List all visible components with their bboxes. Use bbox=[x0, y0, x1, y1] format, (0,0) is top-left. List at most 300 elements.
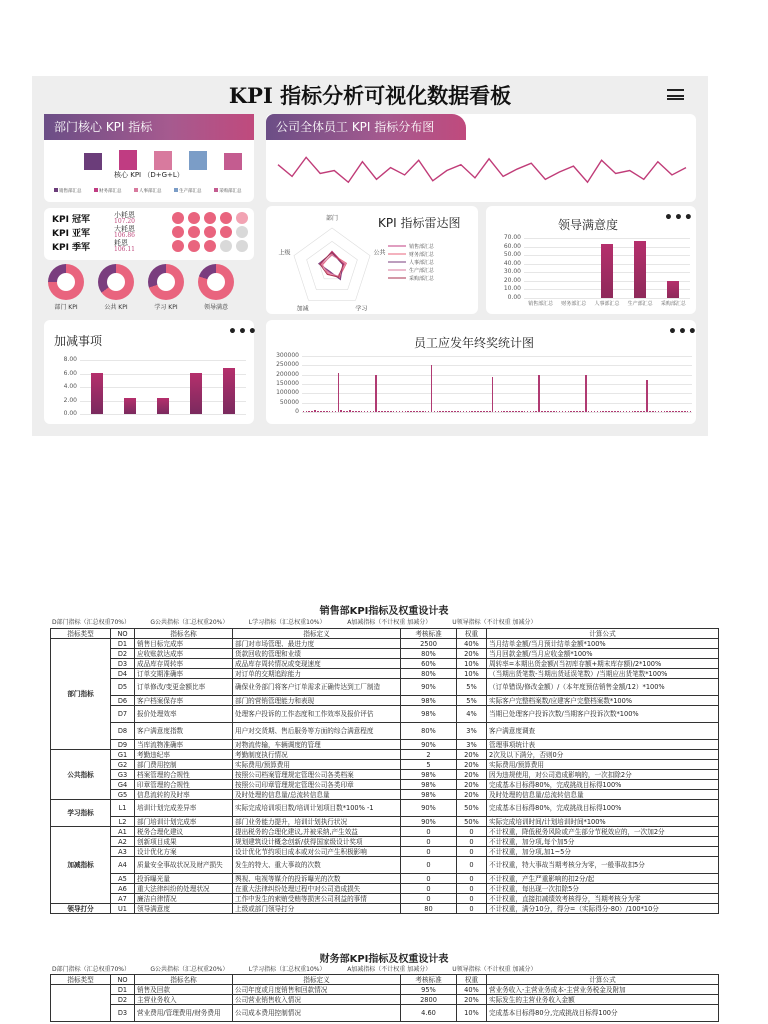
y-tick-label: 20.00 bbox=[503, 276, 521, 284]
data-bar bbox=[503, 411, 505, 412]
dept-core-card bbox=[44, 114, 254, 202]
data-bar bbox=[646, 380, 648, 412]
dept-core-legend-item bbox=[174, 188, 202, 194]
data-bar bbox=[562, 411, 564, 412]
data-bar bbox=[556, 411, 558, 412]
data-bar bbox=[335, 411, 337, 412]
radar-title: KPI 指标雷达图 bbox=[378, 216, 461, 230]
y-tick-label: 0.00 bbox=[507, 294, 521, 301]
legend-label: 财务部汇总 bbox=[99, 189, 122, 194]
kpi-score-dot bbox=[236, 240, 248, 252]
table-cell: G2 bbox=[111, 760, 135, 770]
table-cell: 50% bbox=[457, 800, 487, 817]
table-row bbox=[51, 847, 719, 857]
table-row bbox=[51, 639, 719, 649]
table-cell: 客户档案保存率 bbox=[135, 696, 233, 706]
data-bar bbox=[506, 411, 508, 412]
table-cell: G4 bbox=[111, 780, 135, 790]
data-bar bbox=[190, 373, 202, 414]
data-bar bbox=[367, 411, 369, 412]
y-tick-label: 30.00 bbox=[503, 268, 521, 276]
data-bar bbox=[600, 411, 602, 412]
table-cell: 实际客户完整档案数/应建客户完整档案数*100% bbox=[487, 696, 719, 706]
data-bar bbox=[442, 411, 444, 412]
data-bar bbox=[579, 411, 581, 412]
table-cell: 3% bbox=[457, 740, 487, 750]
table-cell: 不计权重，降低税务风险或产生部分节税效应的，一次加2分 bbox=[487, 827, 719, 837]
data-bar bbox=[373, 411, 375, 412]
table-legend-item: A加减指标（不计权重 加减分） bbox=[347, 619, 432, 626]
data-bar bbox=[524, 411, 526, 412]
table-row bbox=[51, 837, 719, 847]
data-bar bbox=[591, 411, 593, 412]
table-cell: 90% bbox=[401, 679, 457, 696]
table-cell: 按照公司档案管理规定管理公司各类档案 bbox=[233, 770, 401, 780]
y-tick-label: 150000 bbox=[276, 380, 299, 387]
table-cell: L1 bbox=[111, 800, 135, 817]
data-bar bbox=[690, 411, 692, 412]
table-cell: 工作中发生的索贿受贿等损害公司利益的事情 bbox=[233, 894, 401, 904]
data-bar bbox=[608, 411, 610, 412]
data-bar bbox=[437, 411, 439, 412]
table-cell: 设计优化方案 bbox=[135, 847, 233, 857]
data-bar bbox=[314, 410, 316, 412]
table-row bbox=[51, 827, 719, 837]
data-bar bbox=[495, 411, 497, 412]
table-cell: 90% bbox=[401, 817, 457, 827]
table-cell: A2 bbox=[111, 837, 135, 847]
table-header-cell: 指标名称 bbox=[135, 629, 233, 639]
table-cell: 营业务收入-主营业务成本-主营业务税金及附加 bbox=[487, 985, 719, 995]
table-cell: 3% bbox=[457, 723, 487, 740]
table-cell: 不计权重，加分项,加1~5分 bbox=[487, 847, 719, 857]
data-bar bbox=[634, 411, 636, 412]
data-bar bbox=[664, 411, 666, 412]
table-cell: G1 bbox=[111, 750, 135, 760]
table-legend-item: U领导指标（不计权重 加减分） bbox=[452, 966, 537, 973]
table-cell: 设计优化节约项目成本或对公司产生积极影响 bbox=[233, 847, 401, 857]
table-cell: 因为违规使用，对公司造成影响的，一次扣除2分 bbox=[487, 770, 719, 780]
dept-core-legend bbox=[54, 188, 254, 196]
donut-ring bbox=[198, 264, 234, 300]
table-header-cell: 考核标准 bbox=[401, 975, 457, 985]
table-cell: 0 bbox=[457, 827, 487, 837]
data-bar bbox=[582, 411, 584, 412]
table-cell: 0 bbox=[401, 857, 457, 874]
data-bar bbox=[623, 411, 625, 412]
legend-label: 生产部汇总 bbox=[179, 189, 202, 194]
table-cell: 0 bbox=[457, 894, 487, 904]
legend-swatch bbox=[94, 188, 98, 192]
y-tick-label: 8.00 bbox=[63, 356, 77, 363]
data-bar bbox=[597, 411, 599, 412]
table-cell: 在重大法律纠纷处理过程中对公司造成损失 bbox=[233, 884, 401, 894]
radar-legend-label: 人事部汇总 bbox=[409, 260, 435, 266]
legend-swatch bbox=[214, 188, 218, 192]
table-cell: 90% bbox=[401, 800, 457, 817]
table-cell: 营业费用/管理费用/财务费用 bbox=[135, 1005, 233, 1022]
dept-core-bars bbox=[44, 140, 254, 170]
y-gridline bbox=[302, 356, 692, 357]
data-bar bbox=[675, 411, 677, 412]
table-cell: 4% bbox=[457, 706, 487, 723]
table-cell: 实际完成培训时间/计划培训时间*100% bbox=[487, 817, 719, 827]
table-cell: 0 bbox=[457, 847, 487, 857]
table-legend-item: L学习指标（汇总权重10%） bbox=[248, 619, 326, 626]
table-header-cell: NO bbox=[111, 975, 135, 985]
table-cell: 货款回收的管理和业绩 bbox=[233, 649, 401, 659]
donut-hole bbox=[157, 273, 175, 291]
table-cell: 投诉曝光量 bbox=[135, 874, 233, 884]
y-gridline bbox=[80, 387, 246, 388]
data-bar bbox=[399, 411, 401, 412]
table-cell: 部门培训计划完成率 bbox=[135, 817, 233, 827]
addsub-more-icon[interactable]: ••• bbox=[228, 324, 258, 340]
staff-dist-card bbox=[266, 114, 696, 202]
data-bar bbox=[422, 411, 424, 412]
table-legend-item: U领导指标（不计权重 加减分） bbox=[452, 619, 537, 626]
radar-legend-label: 采购部汇总 bbox=[409, 276, 435, 282]
addsub-card bbox=[44, 320, 258, 424]
kpi-score-dot bbox=[220, 212, 232, 224]
bonus-card bbox=[266, 320, 696, 424]
y-gridline bbox=[302, 384, 692, 385]
kpi-score-dot bbox=[204, 240, 216, 252]
x-tick-label: 生产部汇总 bbox=[627, 301, 653, 307]
y-tick-label: 0.00 bbox=[63, 410, 77, 417]
data-bar bbox=[620, 411, 622, 412]
table-row bbox=[51, 706, 719, 723]
data-bar bbox=[605, 411, 607, 412]
data-bar bbox=[396, 411, 398, 412]
table-cell: D8 bbox=[111, 723, 135, 740]
sales-table-title: 销售部KPI指标及权重设计表 bbox=[319, 606, 449, 617]
table-cell: 销售目标完成率 bbox=[135, 639, 233, 649]
data-bar bbox=[483, 411, 485, 412]
table-cell: 5% bbox=[457, 696, 487, 706]
radar-legend-label: 生产部汇总 bbox=[409, 268, 435, 274]
data-bar bbox=[559, 411, 561, 412]
data-bar bbox=[652, 411, 654, 412]
champion-value: 106.86 bbox=[114, 232, 135, 239]
table-cell: 实际费用/预算费用 bbox=[233, 760, 401, 770]
data-bar bbox=[346, 411, 348, 412]
table-cell: 0 bbox=[401, 884, 457, 894]
table-cell: D5 bbox=[111, 679, 135, 696]
data-bar bbox=[364, 411, 366, 412]
y-gridline bbox=[80, 374, 246, 375]
donut-ring bbox=[48, 264, 84, 300]
x-tick-label: 销售部汇总 bbox=[528, 301, 554, 307]
table-cell: 不计权重，每出现一次扣除5分 bbox=[487, 884, 719, 894]
table-cell: 0 bbox=[457, 884, 487, 894]
table-cell: 完成基本目标得80%，完成挑战目标得100% bbox=[487, 800, 719, 817]
table-cell: L2 bbox=[111, 817, 135, 827]
data-bar bbox=[678, 411, 680, 412]
bonus-more-icon[interactable]: ••• bbox=[668, 324, 698, 340]
data-bar bbox=[402, 411, 404, 412]
data-bar bbox=[538, 375, 540, 412]
table-header-cell: 指标定义 bbox=[233, 975, 401, 985]
data-bar bbox=[332, 411, 334, 412]
data-bar bbox=[358, 411, 360, 412]
radar-axis-label: 部门 bbox=[325, 215, 339, 222]
dept-core-legend-item bbox=[134, 188, 162, 194]
table-group-cell: 学习指标 bbox=[51, 800, 111, 827]
donut-hole bbox=[57, 273, 75, 291]
leader-more-icon[interactable]: ••• bbox=[664, 210, 694, 226]
data-bar bbox=[454, 411, 456, 412]
data-bar bbox=[576, 411, 578, 412]
data-bar bbox=[308, 411, 310, 412]
table-group-cell: 部门指标 bbox=[51, 639, 111, 750]
data-bar bbox=[573, 411, 575, 412]
table-cell: 成品库存周转情况或变现速度 bbox=[233, 659, 401, 669]
data-bar bbox=[550, 411, 552, 412]
data-bar bbox=[547, 411, 549, 412]
addsub-title: 加减事项 bbox=[54, 334, 103, 348]
data-bar bbox=[463, 411, 465, 412]
data-bar bbox=[515, 411, 517, 412]
table-cell: A5 bbox=[111, 874, 135, 884]
kpi-score-dot bbox=[188, 212, 200, 224]
table-cell: D2 bbox=[111, 649, 135, 659]
table-cell: A6 bbox=[111, 884, 135, 894]
table-cell: 0 bbox=[401, 894, 457, 904]
data-bar bbox=[384, 411, 386, 412]
table-cell: G3 bbox=[111, 770, 135, 780]
table-cell: D6 bbox=[111, 696, 135, 706]
table-cell: 主营业务收入 bbox=[135, 995, 233, 1005]
table-cell: A3 bbox=[111, 847, 135, 857]
data-bar bbox=[387, 411, 389, 412]
table-legend-item: D部门指标（汇总权重70%） bbox=[52, 966, 130, 973]
kpi-score-dot bbox=[236, 212, 248, 224]
table-cell: 对订单的交期追踪能力 bbox=[233, 669, 401, 679]
table-header-row bbox=[51, 629, 719, 639]
data-bar bbox=[413, 411, 415, 412]
table-cell: 上级或部门领导打分 bbox=[233, 904, 401, 914]
radar-axis-label: 公共 bbox=[373, 249, 386, 257]
data-bar bbox=[681, 411, 683, 412]
table-cell: 10% bbox=[457, 669, 487, 679]
table-row bbox=[51, 649, 719, 659]
table-cell: 20% bbox=[457, 750, 487, 760]
data-bar bbox=[466, 411, 468, 412]
data-bar bbox=[521, 411, 523, 412]
donut-label: 学习 KPI bbox=[154, 304, 178, 311]
donut-card bbox=[44, 262, 254, 314]
x-tick-label: 采购部汇总 bbox=[660, 301, 686, 307]
table-cell: 20% bbox=[457, 780, 487, 790]
table-cell: 20% bbox=[457, 649, 487, 659]
table-cell: 80% bbox=[401, 649, 457, 659]
table-cell: 95% bbox=[401, 985, 457, 995]
table-cell: 印章管理的合规性 bbox=[135, 780, 233, 790]
table-cell: D3 bbox=[111, 659, 135, 669]
data-bar bbox=[340, 410, 342, 412]
table-header-cell: 考核标准 bbox=[401, 629, 457, 639]
table-row bbox=[51, 760, 719, 770]
table-group-cell: 公共指标 bbox=[51, 750, 111, 800]
legend-label: 采购部汇总 bbox=[219, 189, 242, 194]
data-bar bbox=[439, 411, 441, 412]
table-cell: 实际发生的主营业务收入金额 bbox=[487, 995, 719, 1005]
table-row bbox=[51, 904, 719, 914]
table-cell: 确保业务部门将客户订单需求正确传达到工厂制造 bbox=[233, 679, 401, 696]
table-cell: 规划建筑设计概念创新/获得国家级设计奖项 bbox=[233, 837, 401, 847]
data-bar bbox=[303, 411, 305, 412]
table-cell: 实际费用/预算费用 bbox=[487, 760, 719, 770]
data-bar bbox=[687, 411, 689, 412]
dept-core-bar bbox=[84, 153, 102, 170]
table-legend-item: G公共指标（汇总权重20%） bbox=[150, 966, 229, 973]
table-cell: 廉洁自律情况 bbox=[135, 894, 233, 904]
table-cell: D4 bbox=[111, 669, 135, 679]
table-cell: 98% bbox=[401, 790, 457, 800]
data-bar bbox=[617, 411, 619, 412]
radar-axis-label: 加减 bbox=[296, 305, 309, 313]
kpi-score-dot bbox=[188, 226, 200, 238]
table-cell: 98% bbox=[401, 706, 457, 723]
data-bar bbox=[501, 411, 503, 412]
champion-label: KPI 亚军 bbox=[52, 229, 91, 239]
table-cell: 0 bbox=[401, 847, 457, 857]
champion-name: 小耗恩 bbox=[114, 211, 135, 219]
data-bar bbox=[425, 411, 427, 412]
table-cell: 部门费用控制 bbox=[135, 760, 233, 770]
champion-name: 耗恩 bbox=[114, 239, 128, 247]
table-header-cell: 权重 bbox=[457, 975, 487, 985]
data-bar bbox=[570, 411, 572, 412]
data-bar bbox=[486, 411, 488, 412]
dept-core-bar bbox=[189, 151, 207, 170]
table-cell: 公司年度或月度销售和回款情况 bbox=[233, 985, 401, 995]
table-cell: 公司成本费用控制情况 bbox=[233, 1005, 401, 1022]
table-row bbox=[51, 770, 719, 780]
table-cell: 不计权重，满分10分，得分=（实际得分-80）/100*10分 bbox=[487, 904, 719, 914]
data-bar bbox=[512, 411, 514, 412]
table-cell: 0 bbox=[457, 837, 487, 847]
dept-core-bar bbox=[154, 151, 172, 170]
y-tick-label: 70.00 bbox=[503, 234, 521, 241]
table-legend-item: L学习指标（汇总权重10%） bbox=[248, 966, 326, 973]
menu-icon[interactable] bbox=[667, 89, 684, 100]
y-tick-label: 40.00 bbox=[503, 259, 521, 267]
data-bar bbox=[393, 411, 395, 412]
table-cell: 销售及回款 bbox=[135, 985, 233, 995]
dept-core-subtitle: 核心 KPI （D+G+L） bbox=[114, 171, 184, 179]
table-header-cell: 指标类型 bbox=[51, 629, 111, 639]
data-bar bbox=[544, 411, 546, 412]
champion-name: 大耗恩 bbox=[114, 225, 135, 233]
data-bar bbox=[666, 411, 668, 412]
table-row bbox=[51, 800, 719, 817]
kpi-score-dot bbox=[188, 240, 200, 252]
y-gridline bbox=[302, 365, 692, 366]
data-bar bbox=[349, 410, 351, 412]
table-cell: 重大法律纠纷的处理状况 bbox=[135, 884, 233, 894]
data-bar bbox=[518, 411, 520, 412]
y-gridline bbox=[80, 360, 246, 361]
radar-axis-label: 学习 bbox=[355, 305, 368, 313]
data-bar bbox=[320, 411, 322, 412]
data-bar bbox=[553, 411, 555, 412]
kpi-score-dot bbox=[172, 212, 184, 224]
data-bar bbox=[457, 411, 459, 412]
champions-card bbox=[44, 208, 254, 260]
data-bar bbox=[471, 411, 473, 412]
table-cell: 客户满意度调查 bbox=[487, 723, 719, 740]
y-tick-label: 2.00 bbox=[63, 396, 77, 404]
table-cell: 档案管理的合规性 bbox=[135, 770, 233, 780]
radar-grid bbox=[307, 241, 358, 289]
staff-dist-line-chart bbox=[266, 114, 696, 202]
table-cell: 成品库存周转率 bbox=[135, 659, 233, 669]
table-row bbox=[51, 669, 719, 679]
legend-label: 销售部汇总 bbox=[59, 189, 82, 194]
table-row bbox=[51, 659, 719, 669]
table-cell: 发生的特大、重大事故的次数 bbox=[233, 857, 401, 874]
champion-value: 106.11 bbox=[114, 246, 135, 253]
table-cell: 舆视、电视等媒介的投诉曝光的次数 bbox=[233, 874, 401, 884]
x-tick-label: 人事部汇总 bbox=[594, 301, 620, 307]
staff-dist-line bbox=[278, 157, 686, 182]
table-header-cell: NO bbox=[111, 629, 135, 639]
data-bar bbox=[370, 411, 372, 412]
table-cell: 4.60 bbox=[401, 1005, 457, 1022]
table-cell: 当月结单金额/当月预计结单金额*100% bbox=[487, 639, 719, 649]
data-bar bbox=[480, 411, 482, 412]
table-cell: 税务合理化建议 bbox=[135, 827, 233, 837]
data-bar bbox=[428, 411, 430, 412]
data-bar bbox=[223, 368, 235, 414]
table-group-cell bbox=[51, 985, 111, 1022]
data-bar bbox=[460, 411, 462, 412]
table-row bbox=[51, 817, 719, 827]
table-cell: 领导满意度 bbox=[135, 904, 233, 914]
donut-label: 公共 KPI bbox=[104, 304, 128, 311]
y-tick-label: 100000 bbox=[276, 389, 299, 397]
data-bar bbox=[661, 411, 663, 412]
table-cell: 不计权重，直接扣减绩效考核得分，当期考核分为零 bbox=[487, 894, 719, 904]
donut-hole bbox=[207, 273, 225, 291]
data-bar bbox=[431, 365, 433, 412]
data-bar bbox=[632, 411, 634, 412]
legend-label: 人事部汇总 bbox=[139, 189, 162, 194]
table-group-cell: 加减指标 bbox=[51, 827, 111, 904]
table-cell: （订单错误/修改金额）/（本年度预估销售金额/12）*100% bbox=[487, 679, 719, 696]
data-bar bbox=[672, 411, 674, 412]
table-cell: 2800 bbox=[401, 995, 457, 1005]
kpi-dashboard bbox=[32, 76, 708, 436]
kpi-score-dot bbox=[220, 226, 232, 238]
table-cell: 完成基本目标得80%，完成挑战目标得100% bbox=[487, 780, 719, 790]
data-bar bbox=[343, 411, 345, 412]
table-cell: 5% bbox=[457, 679, 487, 696]
leader-card bbox=[486, 206, 696, 314]
data-bar bbox=[640, 411, 642, 412]
radar-card bbox=[266, 206, 478, 314]
table-row bbox=[51, 790, 719, 800]
legend-swatch bbox=[174, 188, 178, 192]
kpi-score-dot bbox=[220, 240, 232, 252]
table-cell: 2500 bbox=[401, 639, 457, 649]
data-bar bbox=[629, 411, 631, 412]
data-bar bbox=[323, 411, 325, 412]
table-cell: 当月回款金额/当月应收金额*100% bbox=[487, 649, 719, 659]
table-cell: 实际完成培训项目数/培训计划项目数*100% -1 bbox=[233, 800, 401, 817]
